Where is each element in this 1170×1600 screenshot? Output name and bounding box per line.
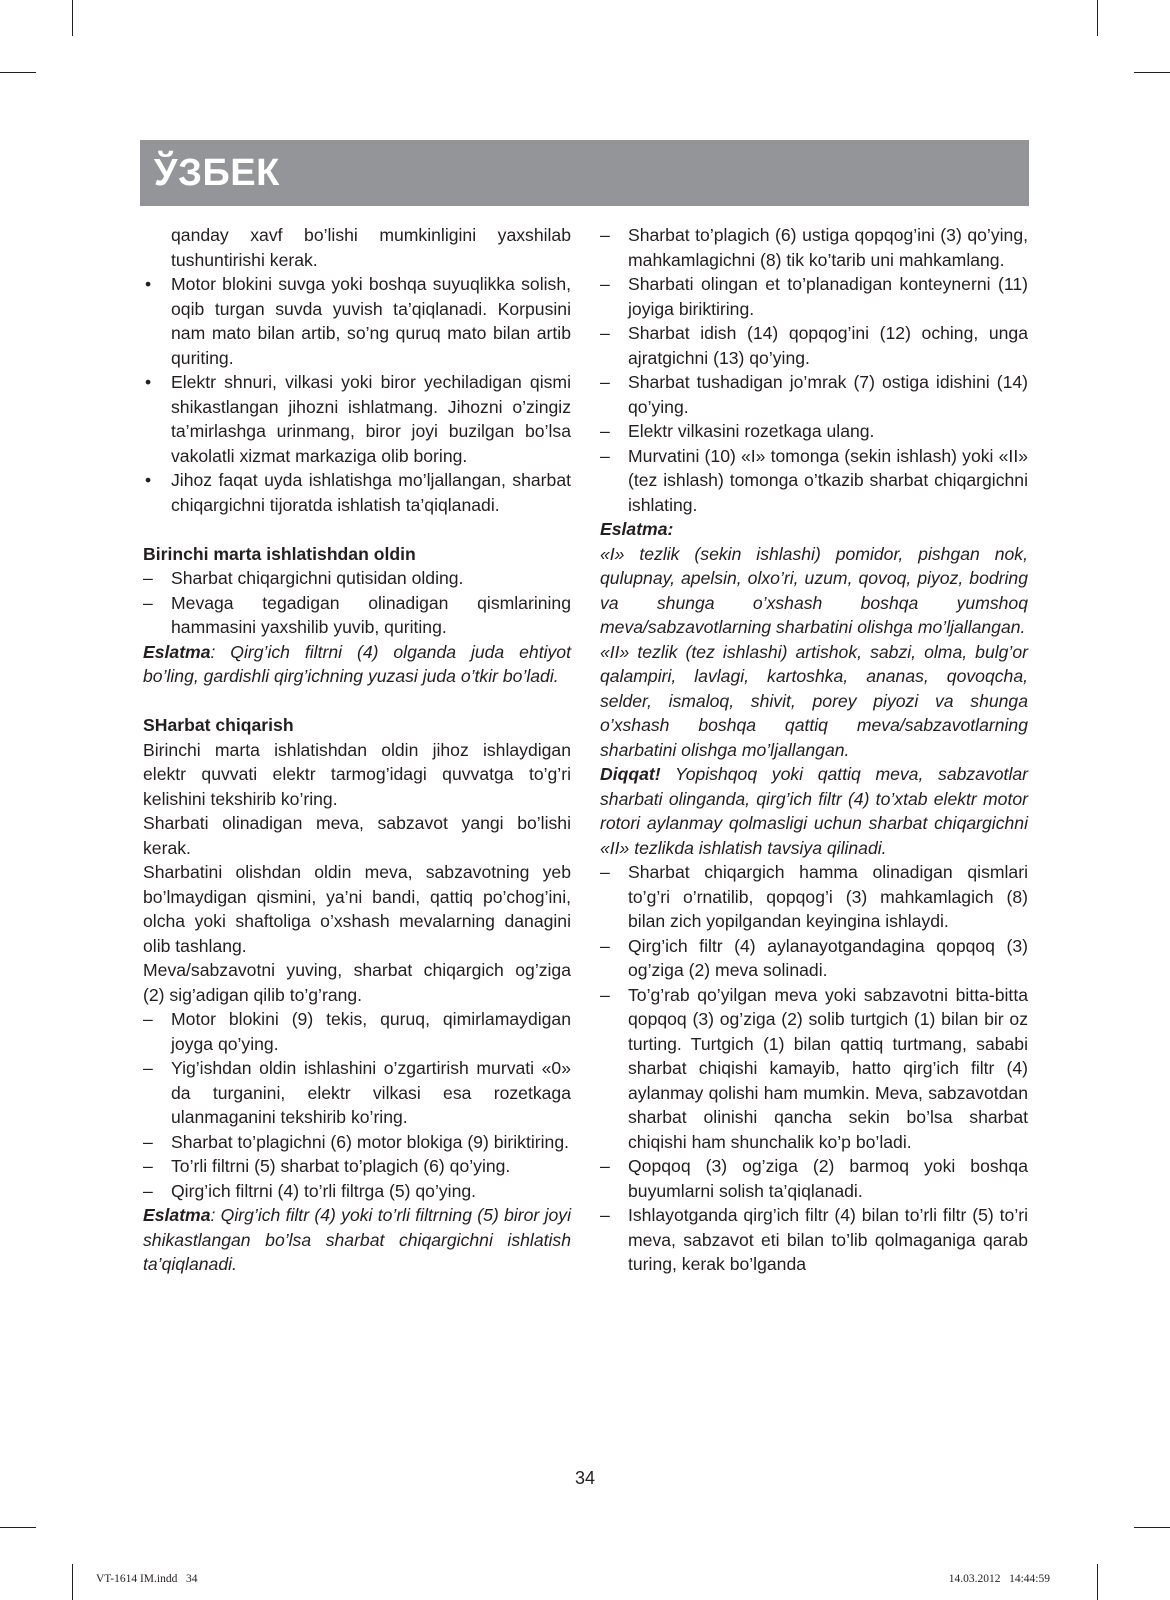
language-title: ЎЗБЕК (154, 152, 280, 194)
crop-mark (72, 0, 73, 36)
intro-continuation: qanday xavf bo’lishi mumkinligini yaxshilab tushuntirishi kerak. (171, 225, 571, 270)
file-slug: VT-1614 IM.indd 34 (96, 1573, 198, 1585)
dash-item: – Murvatini (10) «I» tomonga (sekin ishlash) yoki «II» (tez ishlash) tomonga o’tkazib sharbat chiqargichni ishlating. (600, 445, 1028, 515)
section-heading: SHarbat chiqarish (143, 715, 294, 735)
dash-item: – Sharbat to’plagichni (6) motor blokiga (9) biriktiring. (143, 1131, 569, 1152)
paragraph: Birinchi marta ishlatishdan oldin jihoz ishlaydigan elektr quvvati elektr tarmog’idagi quvvatga to’g’ri kelishini tekshirib ko’ring. (143, 739, 571, 809)
crop-mark (0, 1527, 36, 1528)
dash-item: – Sharbat idish (14) qopqog’ini (12) oching, unga ajratgichni (13) qo’ying. (600, 323, 1028, 368)
date-slug: 14.03.2012 14:44:59 (948, 1573, 1050, 1585)
warning-paragraph: Diqqat! Yopishqoq yoki qattiq meva, sabzavotlar sharbati olinganda, qirg’ich filtr (4) to’xtab elektr motor rotori aylanmay qolmasligi uchun sharbat chiqargichni «II» tezlikda ishlatish tavsiya qilinadi. (600, 764, 1028, 858)
bullet-item: • Jihoz faqat uyda ishlatishga mo’ljallangan, sharbat chiqargichni tijoratda ishlatish ta’qiqlanadi. (145, 470, 571, 515)
note-paragraph: Eslatma: Qirg’ich filtr (4) yoki to’rli filtrning (5) biror joyi shikastlangan bo’lsa sharbat chiqargichni ishlatish ta’qiqlanadi. (143, 1205, 571, 1274)
note-heading: Eslatma: (600, 519, 674, 539)
dash-item: – To’rli filtrni (5) sharbat to’plagich (6) qo’ying. (143, 1156, 511, 1176)
section-heading: Birinchi marta ishlatishdan oldin (143, 543, 416, 564)
note-paragraph: «II» tezlik (tez ishlashi) artishok, sabzi, olma, bulg’or qalampiri, lavlagi, kartoshka, ananas, qovoqcha, selder, ismaloq, shivit, porey piyozi va shunga o’xshash boshqa qattiq meva/sabzavotlarning sharbatini olishga mo’ljallangan. (600, 641, 1028, 760)
dash-item: – Sharbat chiqargichni qutisidan olding. (143, 568, 464, 588)
dash-item: – Qirg’ich filtrni (4) to’rli filtrga (5) qo’ying. (143, 1180, 477, 1201)
dash-item: – Sharbat to’plagich (6) ustiga qopqog’ini (3) qo’ying, mahkamlagichni (8) tik ko’tarib uni mahkamlang. (600, 225, 1028, 270)
dash-item: – Qirg’ich filtr (4) aylanayotgandagina qopqoq (3) og’ziga (2) meva solinadi. (600, 935, 1028, 980)
paragraph: Sharbatini olishdan oldin meva, sabzavotning yeb bo’lmaydigan qismini, ya’ni bandi, qattiq po’chog’ini, olcha yoki shaftoliga o’xshash mevalarning danagini olib tashlang. (143, 862, 571, 956)
dash-item: – Sharbat tushadigan jo’mrak (7) ostiga idishini (14) qo’ying. (600, 372, 1028, 417)
dash-item: – Elektr vilkasini rozetkaga ulang. (600, 421, 875, 441)
crop-mark (1097, 0, 1098, 36)
dash-item: – Mevaga tegadigan olinadigan qismlarining hammasini yaxshilib yuvib, quriting. (143, 592, 571, 637)
crop-mark (0, 72, 36, 73)
dash-item: – Sharbat chiqargich hamma olinadigan qismlari to’g’ri o’rnatilib, qopqog’i (3) mahkamlagich (8) bilan zich yopilgandan keyingina ishlaydi. (600, 862, 1028, 931)
crop-mark (1134, 1527, 1170, 1528)
left-column (143, 223, 571, 1277)
page-number: 34 (574, 1468, 596, 1488)
dash-item: – Ishlayotganda qirg’ich filtr (4) bilan to’rli filtr (5) to’ri meva, sabzavot eti bilan to’lib qolmaganiga qarab turing, kerak bo’lganda (600, 1205, 1028, 1274)
right-column (600, 223, 1028, 1277)
note-paragraph: «I» tezlik (sekin ishlashi) pomidor, pishgan nok, qulupnay, apelsin, olxo’ri, uzum, qovoq, piyoz, bodring va shunga o’xshash boshqa yumshoq meva/sabzavotlarning sharbatini olishga mo’ljallangan. (600, 543, 1028, 637)
crop-mark (72, 1564, 73, 1600)
dash-item: – Sharbati olingan et to’planadigan konteynerni (11) joyiga biriktiring. (600, 274, 1028, 319)
dash-item: – Yig’ishdan oldin ishlashini o’zgartirish murvati «0» da turganini, elektr vilkasi esa rozetkaga ulanmaganini tekshirib ko’ring. (143, 1058, 571, 1127)
language-header-bar (140, 140, 1029, 206)
dash-item: – Motor blokini (9) tekis, quruq, qimirlamaydigan joyga qo’ying. (143, 1009, 571, 1054)
paragraph: Meva/sabzavotni yuving, sharbat chiqargich og’ziga (2) sig’adigan qilib to’g’rang. (143, 960, 571, 1005)
bullet-item: • Motor blokini suvga yoki boshqa suyuqlikka solish, oqib turgan suvda yuvish ta’qiqlanadi. Korpusini nam mato bilan artib, so’ng quruq mato bilan artib quriting. (145, 274, 571, 368)
dash-item: – To’g’rab qo’yilgan meva yoki sabzavotni bitta-bitta qopqoq (3) og’ziga (2) solib turtgich (1) bilan bir oz turting. Turtgich (1) bilan qattiq turtmang, sababi sharbat chiqishi kamayib, hatto qirg’ich filtr (4) aylanmay qolishi ham mumkin. Meva, sabzavotdan sharbat olinishi qancha sekin bo’lsa sharbat chiqishi ham shunchalik ko’p bo’ladi. (600, 984, 1028, 1152)
dash-item: – Qopqoq (3) og’ziga (2) barmoq yoki boshqa buyumlarni solish ta’qiqlanadi. (600, 1156, 1028, 1201)
bullet-item: • Elektr shnuri, vilkasi yoki biror yechiladigan qismi shikastlangan jihozni ishlatmang. Jihozni o’zingiz ta’mirlashga urinmang, biror joyi buzilgan bo’lsa vakolatli xizmat markaziga olib boring. (145, 372, 571, 466)
crop-mark (1097, 1564, 1098, 1600)
note-paragraph: Eslatma: Qirg’ich filtrni (4) olganda juda ehtiyot bo’ling, gardishli qirg’ichning yuzasi juda o’tkir bo’ladi. (143, 641, 571, 686)
crop-mark (1134, 72, 1170, 73)
paragraph: Sharbati olinadigan meva, sabzavot yangi bo’lishi kerak. (143, 813, 571, 858)
